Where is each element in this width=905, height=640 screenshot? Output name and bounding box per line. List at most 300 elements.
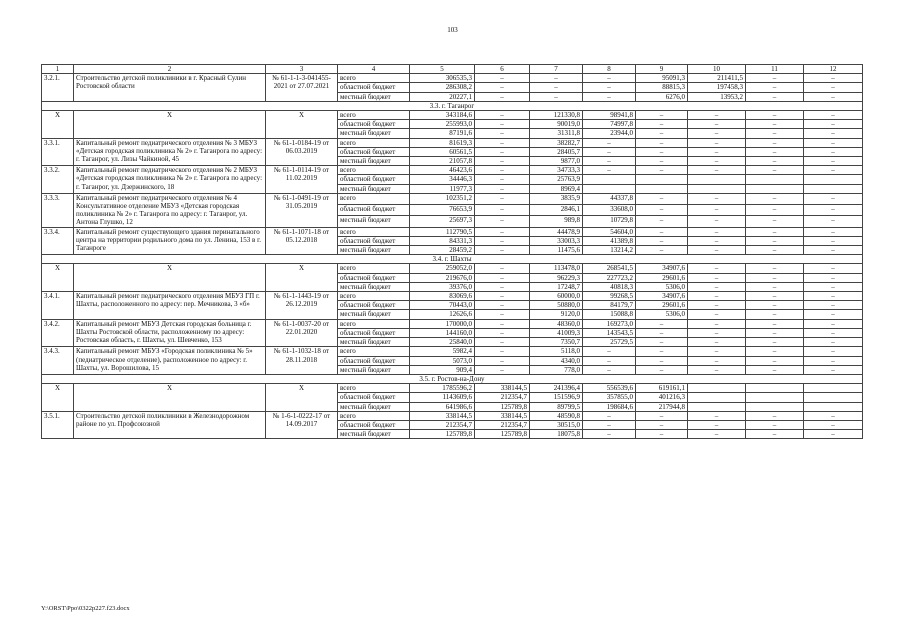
amount-cell: 40818,3 bbox=[583, 282, 636, 291]
amount-cell: – bbox=[688, 328, 746, 337]
amount-cell: – bbox=[636, 236, 688, 245]
item-number: 3.3.3. bbox=[42, 193, 74, 227]
column-number: 5 bbox=[410, 65, 475, 74]
amount-cell: – bbox=[475, 347, 530, 356]
amount-cell: – bbox=[804, 193, 863, 204]
funding-source: всего bbox=[338, 411, 410, 420]
amount-cell: 268541,5 bbox=[583, 264, 636, 273]
amount-cell: – bbox=[583, 420, 636, 429]
amount-cell: 5306,0 bbox=[636, 282, 688, 291]
amount-cell: 5118,0 bbox=[530, 347, 583, 356]
amount-cell: – bbox=[746, 347, 804, 356]
amount-cell: 13214,2 bbox=[583, 246, 636, 255]
amount-cell: – bbox=[475, 356, 530, 365]
amount-cell: 96229,3 bbox=[530, 273, 583, 282]
object-name: Капитальный ремонт МБУЗ «Городская поликлиника № 5» (педиатрическое отделение), расположенное по адресу: г. Шахты, ул. Ворошилова, 15 bbox=[74, 347, 266, 375]
funding-source: областной бюджет bbox=[338, 420, 410, 429]
amount-cell: – bbox=[688, 205, 746, 216]
amount-cell: – bbox=[688, 216, 746, 227]
amount-cell: 23944,0 bbox=[583, 129, 636, 138]
funding-source: всего bbox=[338, 166, 410, 175]
amount-cell: 84179,7 bbox=[583, 301, 636, 310]
amount-cell: – bbox=[688, 430, 746, 439]
funding-source: всего bbox=[338, 74, 410, 83]
amount-cell: – bbox=[636, 205, 688, 216]
amount-cell: – bbox=[746, 301, 804, 310]
amount-cell: 5306,0 bbox=[636, 310, 688, 319]
amount-cell: – bbox=[746, 205, 804, 216]
amount-cell: 143543,5 bbox=[583, 328, 636, 337]
amount-cell: 54604,0 bbox=[583, 227, 636, 236]
amount-cell: – bbox=[804, 205, 863, 216]
amount-cell: 217944,8 bbox=[636, 402, 688, 411]
amount-cell: 33608,0 bbox=[583, 205, 636, 216]
amount-cell: 619161,1 bbox=[636, 384, 688, 393]
amount-cell: – bbox=[636, 227, 688, 236]
amount-cell: – bbox=[688, 319, 746, 328]
amount-cell: 87191,6 bbox=[410, 129, 475, 138]
amount-cell: – bbox=[746, 147, 804, 156]
amount-cell: – bbox=[804, 138, 863, 147]
funding-source: областной бюджет bbox=[338, 393, 410, 402]
amount-cell: 29601,6 bbox=[636, 273, 688, 282]
amount-cell bbox=[636, 184, 688, 193]
budget-table bbox=[41, 64, 863, 439]
amount-cell bbox=[636, 175, 688, 184]
object-name: Капитальный ремонт педиатрического отделения МБУЗ ГП г. Шахты, расположенного по адресу: пер. Мечникова, 3 «б» bbox=[74, 292, 266, 320]
amount-cell: – bbox=[636, 319, 688, 328]
amount-cell: 197458,3 bbox=[688, 83, 746, 92]
amount-cell: – bbox=[688, 310, 746, 319]
amount-cell: – bbox=[636, 347, 688, 356]
amount-cell: 17248,7 bbox=[530, 282, 583, 291]
amount-cell: – bbox=[804, 83, 863, 92]
amount-cell: – bbox=[804, 319, 863, 328]
amount-cell: – bbox=[746, 420, 804, 429]
funding-source: областной бюджет bbox=[338, 301, 410, 310]
amount-cell: – bbox=[804, 166, 863, 175]
funding-source: всего bbox=[338, 138, 410, 147]
amount-cell bbox=[688, 402, 746, 411]
funding-source: областной бюджет bbox=[338, 356, 410, 365]
amount-cell: – bbox=[636, 338, 688, 347]
amount-cell bbox=[746, 384, 804, 393]
object-name: Капитальный ремонт педиатрического отделения № 2 МБУЗ «Детская городская поликлиника № 2» г. Таганрога по адресу: г. Таганрог, ул. Дзержинского, 18 bbox=[74, 166, 266, 194]
amount-cell: 29601,6 bbox=[636, 301, 688, 310]
amount-cell: – bbox=[583, 411, 636, 420]
funding-source: местный бюджет bbox=[338, 184, 410, 193]
amount-cell bbox=[804, 175, 863, 184]
funding-source: областной бюджет bbox=[338, 328, 410, 337]
amount-cell: 41389,8 bbox=[583, 236, 636, 245]
amount-cell: – bbox=[804, 338, 863, 347]
table-row bbox=[42, 111, 863, 120]
amount-cell: 1143609,6 bbox=[410, 393, 475, 402]
amount-cell: – bbox=[583, 92, 636, 101]
column-number: 11 bbox=[746, 65, 804, 74]
amount-cell: – bbox=[636, 411, 688, 420]
amount-cell: 11475,6 bbox=[530, 246, 583, 255]
city-section-row bbox=[42, 374, 863, 383]
item-number: X bbox=[42, 111, 74, 139]
amount-cell: – bbox=[746, 83, 804, 92]
amount-cell: 4340,0 bbox=[530, 356, 583, 365]
amount-cell: 34907,6 bbox=[636, 292, 688, 301]
amount-cell: – bbox=[746, 292, 804, 301]
amount-cell: – bbox=[636, 138, 688, 147]
amount-cell bbox=[804, 184, 863, 193]
amount-cell: 48360,0 bbox=[530, 319, 583, 328]
amount-cell: – bbox=[804, 92, 863, 101]
amount-cell: 76653,9 bbox=[410, 205, 475, 216]
amount-cell: 343184,6 bbox=[410, 111, 475, 120]
funding-source: местный бюджет bbox=[338, 365, 410, 374]
amount-cell: – bbox=[583, 356, 636, 365]
table-row bbox=[42, 74, 863, 83]
amount-cell: – bbox=[804, 216, 863, 227]
amount-cell: – bbox=[746, 227, 804, 236]
amount-cell: – bbox=[475, 319, 530, 328]
amount-cell: 219676,0 bbox=[410, 273, 475, 282]
amount-cell: – bbox=[636, 193, 688, 204]
column-number: 9 bbox=[636, 65, 688, 74]
amount-cell: 212354,7 bbox=[410, 420, 475, 429]
amount-cell bbox=[688, 393, 746, 402]
amount-cell: – bbox=[475, 236, 530, 245]
amount-cell: 33003,3 bbox=[530, 236, 583, 245]
amount-cell: 151596,9 bbox=[530, 393, 583, 402]
page-number: 103 bbox=[447, 26, 458, 34]
object-name: X bbox=[74, 111, 266, 139]
amount-cell: – bbox=[636, 328, 688, 337]
amount-cell: 227723,2 bbox=[583, 273, 636, 282]
city-section-row bbox=[42, 255, 863, 264]
amount-cell: 170000,0 bbox=[410, 319, 475, 328]
amount-cell: – bbox=[636, 430, 688, 439]
table-row bbox=[42, 193, 863, 204]
amount-cell: – bbox=[804, 147, 863, 156]
amount-cell: – bbox=[688, 246, 746, 255]
amount-cell: 13953,2 bbox=[688, 92, 746, 101]
amount-cell: 44478,9 bbox=[530, 227, 583, 236]
table-row bbox=[42, 227, 863, 236]
amount-cell: – bbox=[746, 138, 804, 147]
amount-cell: – bbox=[475, 246, 530, 255]
amount-cell: 9120,0 bbox=[530, 310, 583, 319]
amount-cell: – bbox=[636, 246, 688, 255]
document-number: № 1-6-1-0222-17 от 14.09.2017 bbox=[266, 411, 338, 439]
amount-cell: – bbox=[804, 74, 863, 83]
amount-cell: – bbox=[475, 365, 530, 374]
amount-cell: 25840,0 bbox=[410, 338, 475, 347]
amount-cell: – bbox=[688, 420, 746, 429]
table-row bbox=[42, 166, 863, 175]
amount-cell: 34733,3 bbox=[530, 166, 583, 175]
amount-cell: – bbox=[804, 301, 863, 310]
object-name: Капитальный ремонт педиатрического отделения № 4 Консультативное отделение МБУЗ «Детская городская поликлиника № 2» г. Таганрога по адресу: г. Таганрог, ул. Антона Глушко, 12 bbox=[74, 193, 266, 227]
amount-cell: 5073,0 bbox=[410, 356, 475, 365]
amount-cell: – bbox=[636, 216, 688, 227]
document-number: № 61-1-0114-19 от 11.02.2019 bbox=[266, 166, 338, 194]
amount-cell: 357855,0 bbox=[583, 393, 636, 402]
amount-cell: – bbox=[688, 356, 746, 365]
amount-cell: – bbox=[475, 166, 530, 175]
amount-cell: – bbox=[804, 273, 863, 282]
amount-cell bbox=[583, 184, 636, 193]
funding-source: всего bbox=[338, 193, 410, 204]
item-number: 3.3.1. bbox=[42, 138, 74, 166]
amount-cell: 556539,6 bbox=[583, 384, 636, 393]
amount-cell: 121330,8 bbox=[530, 111, 583, 120]
amount-cell: – bbox=[804, 246, 863, 255]
amount-cell: – bbox=[804, 411, 863, 420]
amount-cell: – bbox=[583, 365, 636, 374]
column-number: 4 bbox=[338, 65, 410, 74]
amount-cell: 81619,3 bbox=[410, 138, 475, 147]
amount-cell: 25763,9 bbox=[530, 175, 583, 184]
amount-cell: – bbox=[688, 157, 746, 166]
amount-cell: – bbox=[688, 365, 746, 374]
object-name: Капитальный ремонт существующего здания перинатального центра на территории родильного дома по ул. Ленина, 153 в г. Таганроге bbox=[74, 227, 266, 255]
object-name: X bbox=[74, 264, 266, 292]
document-number: X bbox=[266, 384, 338, 412]
amount-cell: 338144,5 bbox=[475, 411, 530, 420]
amount-cell: – bbox=[804, 328, 863, 337]
funding-source: областной бюджет bbox=[338, 120, 410, 129]
amount-cell: 34907,6 bbox=[636, 264, 688, 273]
amount-cell: 12626,6 bbox=[410, 310, 475, 319]
column-number: 7 bbox=[530, 65, 583, 74]
amount-cell: – bbox=[746, 273, 804, 282]
table-row bbox=[42, 292, 863, 301]
amount-cell: – bbox=[746, 236, 804, 245]
amount-cell: – bbox=[583, 138, 636, 147]
amount-cell: 25697,3 bbox=[410, 216, 475, 227]
amount-cell: 989,8 bbox=[530, 216, 583, 227]
amount-cell: – bbox=[583, 430, 636, 439]
column-number: 2 bbox=[74, 65, 266, 74]
amount-cell: – bbox=[636, 111, 688, 120]
document-number: № 61-1-0184-19 от 06.03.2019 bbox=[266, 138, 338, 166]
amount-cell: – bbox=[636, 420, 688, 429]
object-name: Капитальный ремонт педиатрического отделения № 3 МБУЗ «Детская городская поликлиника № 2» г. Таганрога по адресу: г. Таганрог, ул. Лизы Чайкиной, 45 bbox=[74, 138, 266, 166]
amount-cell: 7350,7 bbox=[530, 338, 583, 347]
amount-cell: 778,0 bbox=[530, 365, 583, 374]
amount-cell: – bbox=[688, 138, 746, 147]
amount-cell: – bbox=[583, 157, 636, 166]
column-number: 8 bbox=[583, 65, 636, 74]
amount-cell: – bbox=[746, 166, 804, 175]
amount-cell: 112790,5 bbox=[410, 227, 475, 236]
amount-cell: 338144,5 bbox=[475, 384, 530, 393]
amount-cell: – bbox=[746, 338, 804, 347]
amount-cell: – bbox=[475, 147, 530, 156]
funding-source: областной бюджет bbox=[338, 175, 410, 184]
document-number: X bbox=[266, 264, 338, 292]
amount-cell: 41009,3 bbox=[530, 328, 583, 337]
amount-cell: – bbox=[475, 184, 530, 193]
amount-cell bbox=[688, 184, 746, 193]
amount-cell: – bbox=[475, 83, 530, 92]
amount-cell: – bbox=[583, 347, 636, 356]
amount-cell: 255993,0 bbox=[410, 120, 475, 129]
amount-cell: – bbox=[688, 292, 746, 301]
amount-cell: 28405,7 bbox=[530, 147, 583, 156]
item-number: 3.2.1. bbox=[42, 74, 74, 102]
amount-cell bbox=[804, 393, 863, 402]
amount-cell: 89799,5 bbox=[530, 402, 583, 411]
amount-cell bbox=[688, 175, 746, 184]
item-number: 3.4.3. bbox=[42, 347, 74, 375]
funding-source: областной бюджет bbox=[338, 147, 410, 156]
amount-cell: 38282,7 bbox=[530, 138, 583, 147]
amount-cell: – bbox=[530, 92, 583, 101]
table-row bbox=[42, 138, 863, 147]
amount-cell: 83069,6 bbox=[410, 292, 475, 301]
amount-cell: 44337,8 bbox=[583, 193, 636, 204]
funding-source: местный бюджет bbox=[338, 338, 410, 347]
amount-cell: – bbox=[746, 356, 804, 365]
amount-cell: – bbox=[804, 111, 863, 120]
amount-cell: 31311,8 bbox=[530, 129, 583, 138]
item-number: 3.5.1. bbox=[42, 411, 74, 439]
item-number: 3.3.4. bbox=[42, 227, 74, 255]
amount-cell: 401216,3 bbox=[636, 393, 688, 402]
amount-cell: 99268,5 bbox=[583, 292, 636, 301]
amount-cell: – bbox=[804, 236, 863, 245]
funding-source: местный бюджет bbox=[338, 402, 410, 411]
amount-cell: 259052,0 bbox=[410, 264, 475, 273]
amount-cell: – bbox=[475, 175, 530, 184]
amount-cell: 102351,2 bbox=[410, 193, 475, 204]
amount-cell: – bbox=[746, 193, 804, 204]
funding-source: местный бюджет bbox=[338, 282, 410, 291]
funding-source: всего bbox=[338, 264, 410, 273]
amount-cell: 125789,8 bbox=[475, 402, 530, 411]
document-number: № 61-1-1-3-041455-2021 от 27.07.2021 bbox=[266, 74, 338, 102]
city-section-row bbox=[42, 101, 863, 110]
amount-cell: – bbox=[746, 74, 804, 83]
amount-cell bbox=[746, 402, 804, 411]
amount-cell: – bbox=[530, 74, 583, 83]
amount-cell: – bbox=[746, 411, 804, 420]
amount-cell: – bbox=[804, 310, 863, 319]
amount-cell: 338144,5 bbox=[410, 411, 475, 420]
amount-cell: 30515,0 bbox=[530, 420, 583, 429]
amount-cell: – bbox=[475, 310, 530, 319]
amount-cell: 113478,0 bbox=[530, 264, 583, 273]
funding-source: местный бюджет bbox=[338, 157, 410, 166]
amount-cell: – bbox=[688, 111, 746, 120]
amount-cell: 306535,3 bbox=[410, 74, 475, 83]
amount-cell: – bbox=[688, 282, 746, 291]
amount-cell: – bbox=[475, 264, 530, 273]
item-number: 3.3.2. bbox=[42, 166, 74, 194]
city-section-title: 3.5. г. Ростов-на-Дону bbox=[42, 374, 863, 383]
amount-cell bbox=[746, 393, 804, 402]
amount-cell bbox=[746, 184, 804, 193]
amount-cell: 169273,0 bbox=[583, 319, 636, 328]
amount-cell bbox=[804, 402, 863, 411]
item-number: 3.4.2. bbox=[42, 319, 74, 347]
column-number: 12 bbox=[804, 65, 863, 74]
amount-cell: 909,4 bbox=[410, 365, 475, 374]
header-row bbox=[42, 65, 863, 74]
amount-cell: – bbox=[475, 273, 530, 282]
amount-cell bbox=[688, 384, 746, 393]
amount-cell: 8969,4 bbox=[530, 184, 583, 193]
document-number: № 61-1-0491-19 от 31.05.2019 bbox=[266, 193, 338, 227]
amount-cell: – bbox=[583, 83, 636, 92]
funding-source: всего bbox=[338, 347, 410, 356]
amount-cell: 60000,0 bbox=[530, 292, 583, 301]
funding-source: местный бюджет bbox=[338, 430, 410, 439]
amount-cell: 28459,2 bbox=[410, 246, 475, 255]
amount-cell: – bbox=[746, 216, 804, 227]
funding-source: всего bbox=[338, 111, 410, 120]
column-number: 6 bbox=[475, 65, 530, 74]
amount-cell: 286308,2 bbox=[410, 83, 475, 92]
funding-source: всего bbox=[338, 319, 410, 328]
amount-cell: – bbox=[688, 120, 746, 129]
amount-cell: 144160,0 bbox=[410, 328, 475, 337]
amount-cell: – bbox=[688, 273, 746, 282]
amount-cell: – bbox=[475, 138, 530, 147]
column-number: 1 bbox=[42, 65, 74, 74]
amount-cell: – bbox=[746, 282, 804, 291]
amount-cell: – bbox=[583, 166, 636, 175]
amount-cell: 211411,5 bbox=[688, 74, 746, 83]
amount-cell: – bbox=[688, 166, 746, 175]
object-name: Капитальный ремонт МБУЗ Детская городская больница г. Шахты Ростовской области, расположенному по адресу: Ростовская область, г. Шахты, ул. Шевченко, 153 bbox=[74, 319, 266, 347]
amount-cell: – bbox=[746, 111, 804, 120]
funding-source: местный бюджет bbox=[338, 129, 410, 138]
item-number: X bbox=[42, 264, 74, 292]
funding-source: всего bbox=[338, 384, 410, 393]
amount-cell: – bbox=[688, 301, 746, 310]
amount-cell: – bbox=[530, 83, 583, 92]
amount-cell: 212354,7 bbox=[475, 393, 530, 402]
amount-cell: – bbox=[636, 157, 688, 166]
amount-cell: – bbox=[688, 347, 746, 356]
amount-cell: – bbox=[636, 166, 688, 175]
document-number: X bbox=[266, 111, 338, 139]
funding-source: областной бюджет bbox=[338, 83, 410, 92]
amount-cell: 88815,3 bbox=[636, 83, 688, 92]
table-row bbox=[42, 411, 863, 420]
amount-cell: 2846,1 bbox=[530, 205, 583, 216]
amount-cell: – bbox=[636, 147, 688, 156]
amount-cell: – bbox=[804, 120, 863, 129]
amount-cell: – bbox=[688, 338, 746, 347]
amount-cell: – bbox=[636, 129, 688, 138]
amount-cell: 20227,1 bbox=[410, 92, 475, 101]
amount-cell: 6276,0 bbox=[636, 92, 688, 101]
city-section-title: 3.3. г. Таганрог bbox=[42, 101, 863, 110]
amount-cell: 5982,4 bbox=[410, 347, 475, 356]
amount-cell: – bbox=[746, 157, 804, 166]
amount-cell: 198684,6 bbox=[583, 402, 636, 411]
amount-cell: – bbox=[688, 236, 746, 245]
item-number: X bbox=[42, 384, 74, 412]
table-row bbox=[42, 264, 863, 273]
amount-cell: 98941,8 bbox=[583, 111, 636, 120]
city-section-title: 3.4. г. Шахты bbox=[42, 255, 863, 264]
amount-cell: 10729,8 bbox=[583, 216, 636, 227]
amount-cell: – bbox=[688, 193, 746, 204]
amount-cell: 641986,6 bbox=[410, 402, 475, 411]
amount-cell: 125789,8 bbox=[475, 430, 530, 439]
